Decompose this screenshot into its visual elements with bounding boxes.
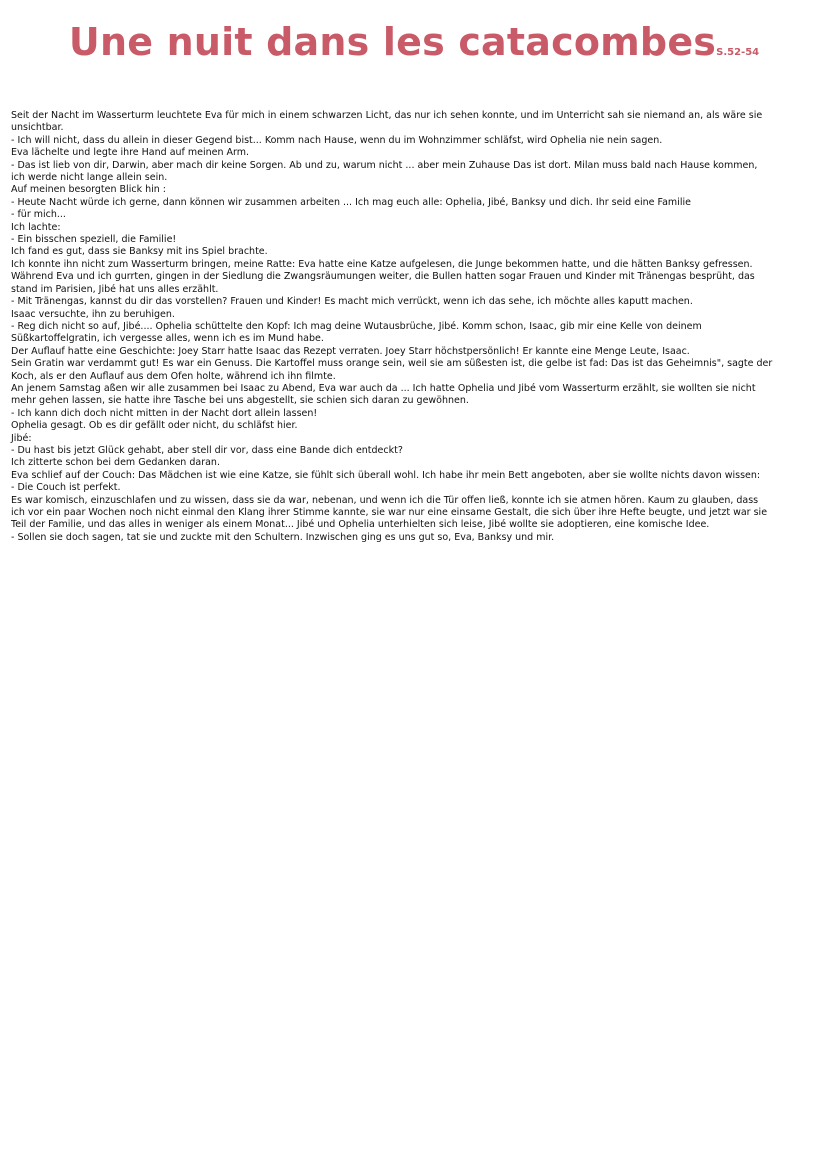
paragraph: - für mich... <box>11 209 66 221</box>
story-text <box>11 110 773 544</box>
paragraph: - Ich kann dich doch nicht mitten in der Nacht dort allein lassen! <box>11 407 318 419</box>
paragraph: Jibé: <box>11 432 32 444</box>
paragraph: Es war komisch, einzuschlafen und zu wissen, dass sie da war, nebenan, und wenn ich die Tür offen ließ, konnte ich sie atmen hören. Kaum zu glauben, dass ich vor ein paar Wochen noch nicht einmal den Klang ihrer Stimme kannte, sie war nur eine einsame Gestalt, die sich über ihre Hefte beugte, und jetzt war sie Teil der Familie, und das alles in weniger als einem Monat... Jibé und Ophelia unterhielten sich leise, Jibé wollte sie adoptieren, eine komische Idee. <box>11 494 768 531</box>
title-row <box>0 20 828 64</box>
paragraph: - Das ist lieb von dir, Darwin, aber mach dir keine Sorgen. Ab und zu, warum nicht ... aber mein Zuhause Das ist dort. Milan muss bald nach Hause kommen, ich werde nicht lange allein sein. <box>11 159 758 184</box>
paragraph: - Du hast bis jetzt Glück gehabt, aber stell dir vor, dass eine Bande dich entdeckt? <box>11 444 403 456</box>
paragraph: Ich konnte ihn nicht zum Wasserturm bringen, meine Ratte: Eva hatte eine Katze aufgelesen, die Junge bekommen hatte, und die hätten Banksy gefressen. Während Eva und ich gurrten, gingen in der Siedlung die Zwangsräumungen weiter, die Bullen hatten sogar Frauen und Kinder mit Tränengas besprüht, das stand im Parisien, Jibé hat uns alles erzählt. <box>11 258 755 295</box>
paragraph: - Die Couch ist perfekt. <box>11 482 121 494</box>
paragraph: An jenem Samstag aßen wir alle zusammen bei Isaac zu Abend, Eva war auch da ... Ich hatte Ophelia und Jibé vom Wasserturm erzählt, sie wollten sie nicht mehr gehen lassen, sie hatte ihre Tasche bei uns abgestellt, sie schien sich daran zu gewöhnen. <box>11 382 756 407</box>
paragraph: Eva schlief auf der Couch: Das Mädchen ist wie eine Katze, sie fühlt sich überall wohl. Ich habe ihr mein Bett angeboten, aber sie wollte nichts davon wissen: <box>11 469 761 481</box>
paragraph: Isaac versuchte, ihn zu beruhigen. <box>11 308 175 320</box>
page-reference: S.52-54 <box>716 47 760 58</box>
paragraph: - Ich will nicht, dass du allein in dieser Gegend bist... Komm nach Hause, wenn du im Wohnzimmer schläfst, wird Ophelia nie nein sagen. <box>11 134 663 146</box>
paragraph: Ophelia gesagt. Ob es dir gefällt oder nicht, du schläfst hier. <box>11 420 298 432</box>
paragraph: - Mit Tränengas, kannst du dir das vorstellen? Frauen und Kinder! Es macht mich verrückt, wenn ich das sehe, ich möchte alles kaputt machen. <box>11 296 693 308</box>
paragraph: Ich zitterte schon bei dem Gedanken daran. <box>11 457 220 469</box>
paragraph: Ich fand es gut, dass sie Banksy mit ins Spiel brachte. <box>11 246 268 258</box>
paragraph: Seit der Nacht im Wasserturm leuchtete Eva für mich in einem schwarzen Licht, das nur ich sehen konnte, und im Unterricht sah sie niemand an, als wäre sie unsichtbar. <box>11 110 763 134</box>
paragraph: Ich lachte: <box>11 221 61 233</box>
paragraph: - Ein bisschen speziell, die Familie! <box>11 234 177 246</box>
paragraph: Der Auflauf hatte eine Geschichte: Joey Starr hatte Isaac das Rezept verraten. Joey Starr höchstpersönlich! Er kannte eine Menge Leute, Isaac. <box>11 345 690 357</box>
paragraph: Eva lächelte und legte ihre Hand auf meinen Arm. <box>11 147 250 159</box>
paragraph: Auf meinen besorgten Blick hin : <box>11 184 166 196</box>
paragraph: - Reg dich nicht so auf, Jibé.... Ophelia schüttelte den Kopf: Ich mag deine Wutausbrüche, Jibé. Komm schon, Isaac, gib mir eine Kelle von deinem Süßkartoffelgratin, ich vergesse alles, wenn ich es im Mund habe. <box>11 320 702 345</box>
paragraph: Sein Gratin war verdammt gut! Es war ein Genuss. Die Kartoffel muss orange sein, weil sie am süßesten ist, die gelbe ist fad: Das ist das Geheimnis", sagte der Koch, als er den Auflauf aus dem Ofen holte, während ich ihn filmte. <box>11 358 773 382</box>
paragraph: - Sollen sie doch sagen, tat sie und zuckte mit den Schultern. Inzwischen ging es uns gut so, Eva, Banksy und mir. <box>11 531 555 543</box>
page-title: Une nuit dans les catacombes <box>68 20 717 64</box>
paragraph: - Heute Nacht würde ich gerne, dann können wir zusammen arbeiten ... Ich mag euch alle: Ophelia, Jibé, Banksy und dich. Ihr seid eine Familie <box>11 196 691 208</box>
